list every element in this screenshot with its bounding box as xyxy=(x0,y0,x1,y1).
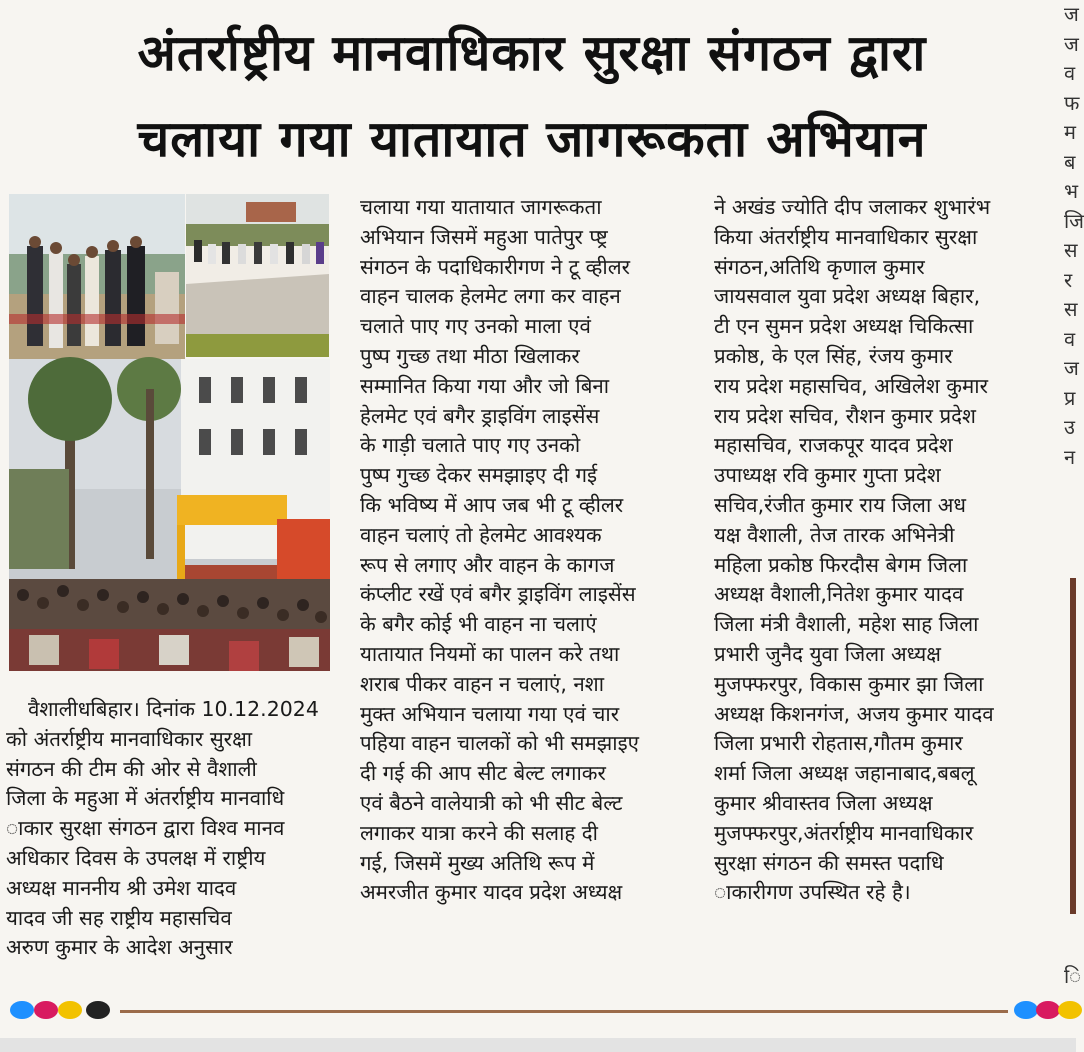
article-line: अध्यक्ष किशनगंज, अजय कुमार यादव xyxy=(714,701,994,726)
article-line: अध्यक्ष माननीय श्री उमेश यादव xyxy=(6,875,237,900)
article-line: कि भविष्य में आप जब भी टू व्हीलर xyxy=(360,492,624,517)
article-line: वाहन चालक हेलमेट लगा कर वाहन xyxy=(360,284,621,309)
article-line: हेलमेट एवं बगैर ड्राइविंग लाइसेंस xyxy=(360,403,600,428)
edge-line: ज xyxy=(1064,2,1079,26)
article-line: किया अंतर्राष्ट्रीय मानवाधिकार सुरक्षा xyxy=(714,224,978,249)
article-line: संगठन,अतिथि कृणाल कुमार xyxy=(714,254,925,279)
article-line: अध्यक्ष वैशाली,नितेश कुमार यादव xyxy=(714,582,964,607)
registration-dots-left xyxy=(10,999,120,1021)
edge-line-bottom: ि xyxy=(1064,964,1082,988)
article-line: प्रकोष्ठ, के एल सिंह, रंजय कुमार xyxy=(714,343,953,368)
dot-blue xyxy=(10,1001,34,1019)
dot-blue xyxy=(1014,1001,1038,1019)
article-line: शराब पीकर वाहन न चलाएं, नशा xyxy=(360,671,605,696)
article-line: सचिव,रंजीत कुमार राय जिला अध xyxy=(714,492,967,517)
photo-crowd xyxy=(9,359,330,671)
article-line: महासचिव, राजकपूर यादव प्रदेश xyxy=(714,433,953,458)
edge-line: ज xyxy=(1064,356,1079,380)
article-line: राय प्रदेश सचिव, रौशन कुमार प्रदेश xyxy=(714,403,976,428)
article-line: गई, जिसमें मुख्य अतिथि रूप में xyxy=(360,850,595,875)
article-line: उपाध्यक्ष रवि कुमार गुप्ता प्रदेश xyxy=(714,463,941,488)
article-line: संगठन की टीम की ओर से वैशाली xyxy=(6,756,257,781)
article-line: चलाते पाए गए उनको माला एवं xyxy=(360,314,591,339)
article-line: लगाकर यात्रा करने की सलाह दी xyxy=(360,820,598,845)
article-line: शर्मा जिला अध्यक्ष जहानाबाद,बबलू xyxy=(714,761,975,786)
article-column-1 xyxy=(6,695,330,963)
dot-yellow xyxy=(1058,1001,1082,1019)
article-line: सम्मानित किया गया और जो बिना xyxy=(360,373,610,398)
article-column-3 xyxy=(714,193,1040,908)
article-line: संगठन के पदाधिकारीगण ने टू व्हीलर xyxy=(360,254,630,279)
article-line: यातायात नियमों का पालन करे तथा xyxy=(360,641,620,666)
photo-guests xyxy=(9,194,185,360)
article-line: ाकार सुरक्षा संगठन द्वारा विश्व मानव xyxy=(6,816,285,841)
article-line: ने अखंड ज्योति दीप जलाकर शुभारंभ xyxy=(714,195,991,219)
edge-line: स xyxy=(1064,297,1078,321)
edge-line: स xyxy=(1064,238,1078,262)
article-line: पुष्प गुच्छ देकर समझाइए दी गई xyxy=(360,463,598,488)
article-line: रूप से लगाए और वाहन के कागज xyxy=(360,552,615,577)
article-line: जायसवाल युवा प्रदेश अध्यक्ष बिहार, xyxy=(714,284,981,309)
article-line: मुजफ्फरपुर,अंतर्राष्ट्रीय मानवाधिकार xyxy=(714,820,974,845)
article-line: प्रभारी जुनैद युवा जिला अध्यक्ष xyxy=(714,641,941,666)
article-line: को अंतर्राष्ट्रीय मानवाधिकार सुरक्षा xyxy=(6,726,253,751)
article-column-2 xyxy=(360,193,688,908)
dot-magenta xyxy=(34,1001,58,1019)
article-line: दी गई की आप सीट बेल्ट लगाकर xyxy=(360,761,606,786)
edge-line: प्र xyxy=(1064,385,1076,410)
article-line: मुजफ्फरपुर, विकास कुमार झा जिला xyxy=(714,671,984,696)
article-line: चलाया गया यातायात जागरूकता xyxy=(360,195,602,219)
edge-line: न xyxy=(1064,444,1076,469)
article-line: अरुण कुमार के आदेश अनुसार xyxy=(6,935,233,960)
article-line: पहिया वाहन चालकों को भी समझाइए xyxy=(360,731,639,756)
article-line: के गाड़ी चलाते पाए गए उनको xyxy=(360,433,581,458)
edge-line: व xyxy=(1064,61,1076,85)
article-line: यादव जी सह राष्ट्रीय महासचिव xyxy=(6,905,232,930)
article-line: सुरक्षा संगठन की समस्त पदाधि xyxy=(714,850,944,875)
edge-line: म xyxy=(1064,120,1076,144)
article-line: अभियान जिसमें महुआ पातेपुर प्ष्ट्र xyxy=(360,224,608,249)
article-line: के बगैर कोई भी वाहन ना चलाएं xyxy=(360,612,597,637)
article-line: कंप्लीट रखें एवं बगैर ड्राइविंग लाइसेंस xyxy=(360,582,636,607)
footer-strip xyxy=(0,1038,1076,1052)
registration-dots-right xyxy=(1014,999,1076,1021)
edge-line: फ xyxy=(1064,90,1080,115)
photo-field xyxy=(186,194,329,357)
article-line: जिला प्रभारी रोहतास,गौतम कुमार xyxy=(714,731,963,756)
edge-line: र xyxy=(1064,267,1073,292)
headline-line-1: अंतर्राष्ट्रीय मानवाधिकार सुरक्षा संगठन द्वारा xyxy=(137,24,927,82)
edge-line: ज xyxy=(1064,31,1079,56)
article-line: राय प्रदेश महासचिव, अखिलेश कुमार xyxy=(714,373,988,398)
article-line: जिला के महुआ में अंतर्राष्ट्रीय मानवाधि xyxy=(6,786,285,811)
article-line: अधिकार दिवस के उपलक्ष में राष्ट्रीय xyxy=(6,845,266,870)
bottom-divider xyxy=(120,1010,1008,1013)
article-line: ाकारीगण उपस्थित रहे है। xyxy=(714,880,911,905)
dot-black xyxy=(86,1001,110,1019)
dot-yellow xyxy=(58,1001,82,1019)
article-line: वैशालीधबिहार। दिनांक 10.12.2024 xyxy=(28,697,319,721)
article-line: वाहन चलाएं तो हेलमेट आवश्यक xyxy=(360,522,602,547)
dot-magenta xyxy=(1036,1001,1060,1019)
article-line: एवं बैठने वालेयात्री को भी सीट बेल्ट xyxy=(360,790,623,815)
edge-line: भ xyxy=(1064,179,1079,203)
headline-line-2: चलाया गया यातायात जागरूकता अभियान xyxy=(137,110,927,168)
edge-line: उ xyxy=(1064,415,1075,439)
article-line: अमरजीत कुमार यादव प्रदेश अध्यक्ष xyxy=(360,880,623,905)
article-line: महिला प्रकोष्ठ फिरदौस बेगम जिला xyxy=(714,552,968,577)
article-line: कुमार श्रीवास्तव जिला अध्यक्ष xyxy=(714,790,933,815)
article-line: पुष्प गुच्छ तथा मीठा खिलाकर xyxy=(360,343,580,368)
article-line: यक्ष वैशाली, तेज तारक अभिनेत्री xyxy=(714,522,955,547)
article-line: टी एन सुमन प्रदेश अध्यक्ष चिकित्सा xyxy=(714,314,974,339)
article-line: मुक्त अभियान चलाया गया एवं चार xyxy=(360,701,620,726)
edge-line: व xyxy=(1064,326,1076,351)
article-line: जिला मंत्री वैशाली, महेश साह जिला xyxy=(714,612,979,637)
headline xyxy=(12,10,1052,182)
adjacent-photo-edge xyxy=(1070,578,1076,914)
edge-line: ब xyxy=(1064,149,1076,174)
edge-line: जि xyxy=(1064,208,1084,233)
